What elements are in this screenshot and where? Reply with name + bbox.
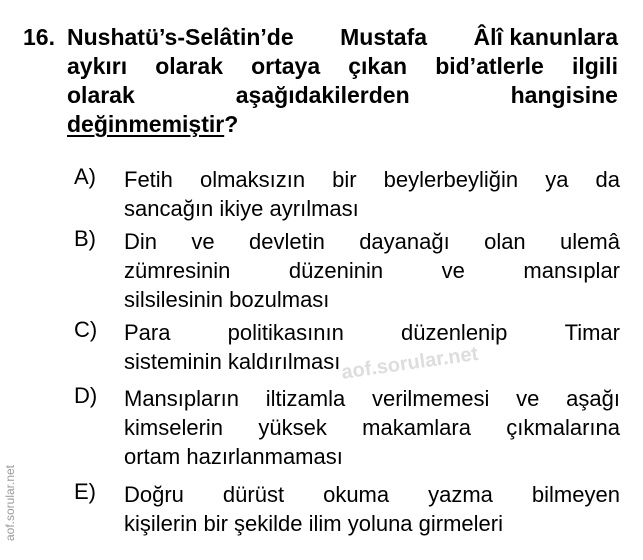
option-word: ve — [191, 229, 215, 254]
option-word: zümresinin — [124, 258, 231, 283]
option-line — [124, 227, 620, 256]
option-word: ya — [545, 167, 569, 192]
stem-word: ortaya — [251, 53, 321, 79]
question-stem — [67, 23, 618, 139]
option-word: ulemâ — [560, 229, 620, 254]
option-word: kimselerin — [124, 415, 224, 440]
option-word: okuma — [323, 482, 390, 507]
option-line — [124, 318, 620, 347]
option-word: Doğru — [124, 482, 184, 507]
option-line — [124, 194, 620, 223]
option-word: düzeninin — [288, 258, 384, 283]
option-word: ortam hazırlanmaması — [124, 444, 343, 469]
option-word: olan — [484, 229, 526, 254]
option-word: aşağı — [566, 386, 620, 411]
option-word: yüksek — [258, 415, 327, 440]
question-stem-line — [67, 81, 618, 110]
stem-word: Mustafa — [340, 24, 428, 50]
option-line — [124, 480, 620, 509]
option-word: yazma — [428, 482, 493, 507]
stem-word: aykırı — [67, 53, 128, 79]
stem-word: olarak — [67, 82, 135, 108]
stem-question-mark: ? — [224, 111, 239, 137]
option-line — [124, 509, 620, 538]
option-word: Fetih — [124, 167, 173, 192]
option-word: bir — [332, 167, 357, 192]
option-word: silsilesinin bozulması — [124, 287, 330, 312]
option-letter: B) — [74, 226, 96, 251]
watermark-side: aof.sorular.net — [3, 464, 17, 542]
option-text — [124, 227, 620, 314]
option-word: dayanağı — [359, 229, 450, 254]
option-word: politikasının — [227, 320, 344, 345]
option-word: da — [595, 167, 620, 192]
option-line — [124, 413, 620, 442]
stem-word: çıkan — [348, 53, 408, 79]
option-letter: E) — [74, 479, 96, 504]
option-word: Para — [124, 320, 171, 345]
stem-word: aşağıdakilerden — [235, 82, 410, 108]
option-line — [124, 442, 620, 471]
option-word: düzenlenip — [400, 320, 508, 345]
option-word: verilmemesi — [371, 386, 490, 411]
stem-word: bid’atlerle — [435, 53, 544, 79]
option-word: iltizamla — [265, 386, 346, 411]
option-word: çıkmalarına — [506, 415, 620, 440]
question-stem-line — [67, 52, 618, 81]
option-word: dürüst — [222, 482, 285, 507]
option-letter: D) — [74, 383, 98, 408]
option-word: ve — [516, 386, 540, 411]
option-text — [124, 165, 620, 223]
option-word: kişilerin bir şekilde ilim yoluna girmeleri — [124, 511, 504, 536]
option-word: beylerbeyliğin — [383, 167, 519, 192]
option-word: devletin — [248, 229, 325, 254]
option-line — [124, 285, 620, 314]
stem-word: Âlî kanunlara — [473, 24, 618, 50]
stem-word: olarak — [155, 53, 223, 79]
option-letter: A) — [74, 164, 96, 189]
stem-word: hangisine — [510, 82, 618, 108]
option-text — [124, 384, 620, 471]
option-line — [124, 165, 620, 194]
option-word: olmaksızın — [199, 167, 306, 192]
option-text — [124, 480, 620, 538]
option-word: bilmeyen — [531, 482, 620, 507]
option-word: ve — [441, 258, 465, 283]
stem-word: ilgili — [571, 53, 618, 79]
option-word: Timar — [564, 320, 620, 345]
stem-word: Nushatü’s-Selâtin’de — [67, 24, 294, 50]
option-word: sancağın ikiye ayrılması — [124, 196, 359, 221]
option-word: Din — [124, 229, 158, 254]
option-word: Mansıpların — [124, 386, 239, 411]
watermark-center: aof.sorular.net — [340, 342, 480, 384]
option-word: makamlara — [362, 415, 471, 440]
option-word: mansıplar — [523, 258, 620, 283]
stem-negation-underlined: değinmemiştir — [67, 111, 225, 137]
option-word: sisteminin kaldırılması — [124, 349, 341, 374]
option-line — [124, 256, 620, 285]
question-stem-line — [67, 23, 618, 52]
question-stem-line — [67, 110, 618, 139]
question-number: 16. — [23, 24, 55, 50]
option-letter: C) — [74, 317, 98, 342]
option-line — [124, 384, 620, 413]
